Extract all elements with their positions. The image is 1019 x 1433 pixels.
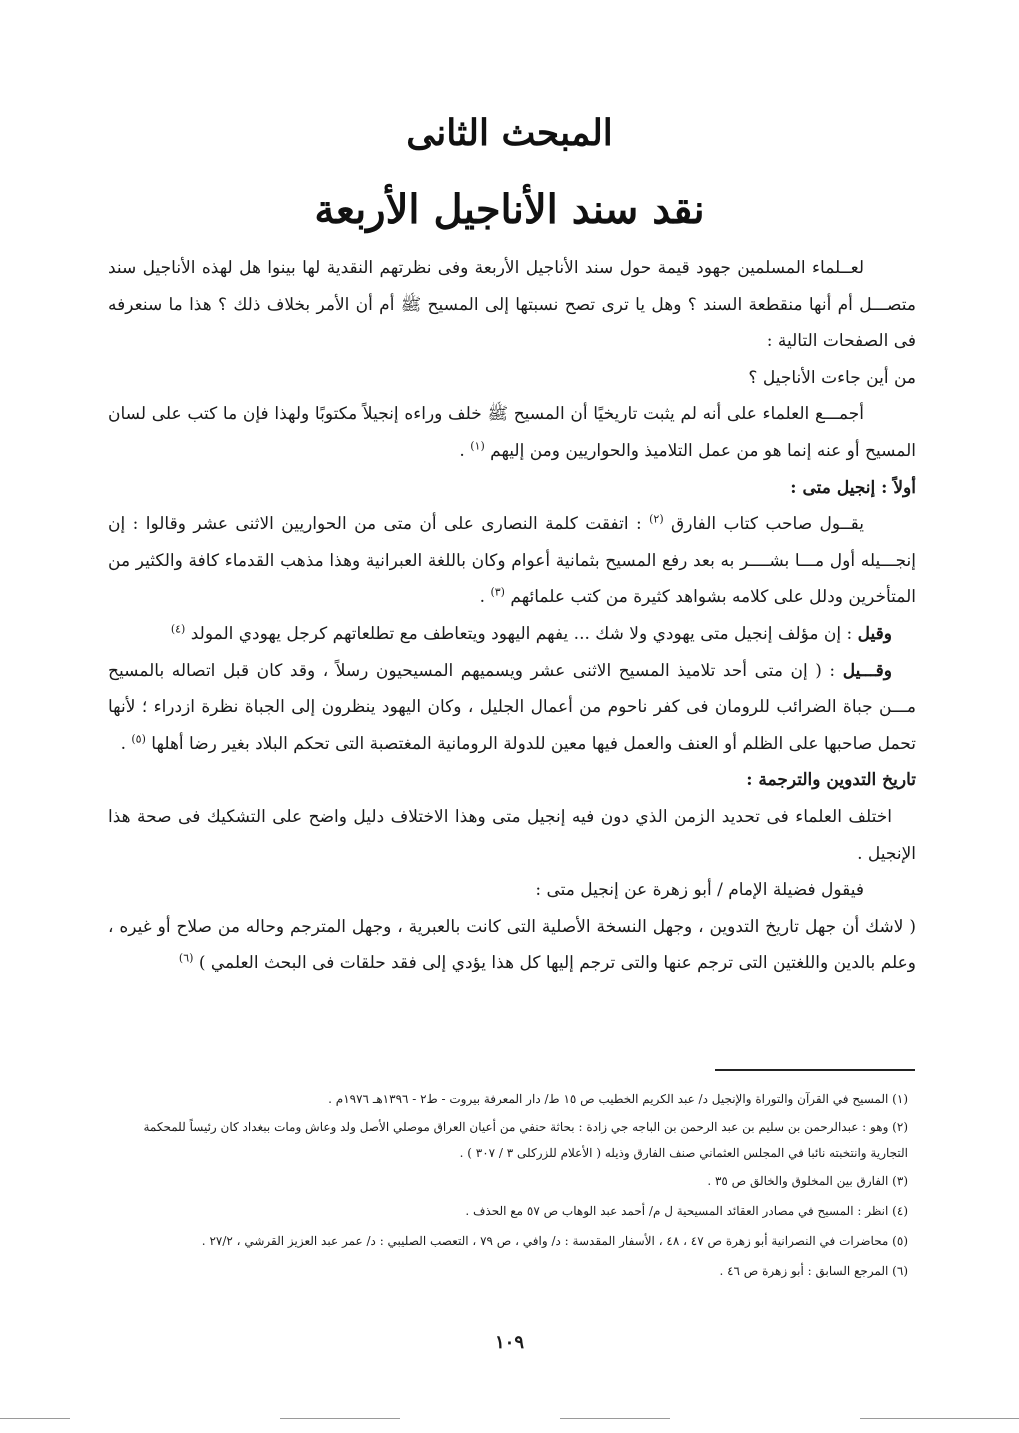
- footnote-ref-1[interactable]: (١): [470, 439, 485, 453]
- period: .: [120, 733, 132, 754]
- qil-label: وقـــيل: [842, 660, 892, 681]
- quote-text: ( لاشك أن جهل تاريخ التدوين ، وجهل النسخة الأصلية التى كانت بالعبرية ، وجهل المترجم وحاله من صلاح أو غيره ، وعلم بالدين واللغتين التى ترجم عنها والتى ترجم إليها كل هذا يؤدي إلى فقد حلقات فى البحث العلمي ): [108, 916, 916, 974]
- abuzahra-paragraph: فيقول فضيلة الإمام / أبو زهرة عن إنجيل متى :: [535, 880, 864, 901]
- footnote-separator: [715, 1069, 915, 1071]
- qil-paragraph-1: [108, 616, 916, 653]
- footnote-ref-2[interactable]: (٢): [649, 512, 664, 526]
- differ-paragraph: اختلف العلماء فى تحديد الزمن الذي دون فيه إنجيل متى وهذا الاختلاف دليل واضح على التشكيك فى صحة هذا الإنجيل .: [108, 806, 916, 864]
- scan-edge-mark: [860, 1418, 1019, 1419]
- quote-paragraph: [108, 909, 916, 982]
- fariq-intro: يقــول صاحب كتاب الفارق: [671, 514, 864, 535]
- footnote-ref-4[interactable]: (٤): [170, 622, 186, 636]
- qil-paragraph-2: [108, 653, 916, 763]
- period: .: [459, 440, 471, 461]
- intro-paragraph: لعــلماء المسلمين جهود قيمة حول سند الأناجيل الأربعة وفى نظرتهم النقدية لها بينوا هل لهذه الأناجيل سند متصـــل أم أنها منقطعة السند ؟ وهل يا ترى تصح نسبتها إلى المسيح ﷺ أم أن الأمر بخلاف ذلك ؟ هذا ما سنعرفه فى الصفحات التالية :: [108, 258, 916, 352]
- scan-edge-mark: [280, 1418, 400, 1419]
- period: .: [479, 587, 491, 608]
- consensus-text: أجمـــع العلماء على أنه لم يثبت تاريخيًا أن المسيح ﷺ خلف وراءه إنجيلاً مكتوبًا ولهذا فإن ما كتب على لسان المسيح أو عنه إنما هو من عمل التلاميذ والحواريين ومن إليهم: [108, 404, 916, 461]
- question-line: من أين جاءت الأناجيل ؟: [748, 367, 916, 388]
- heading-history: تاريخ التدوين والترجمة :: [746, 770, 916, 791]
- section-title: المبحث الثانى: [406, 112, 613, 154]
- footnote-2: (٢) وهو : عبدالرحمن بن سليم بن عبد الرحمن بن الباجه جي زادة : بحاثة حنفي من أعيان العراق موصلي الأصل ولد وعاش ومات ببغداد كان رئيساً للمحكمة التجارية وانتخبته نائبا في المجلس العثماني صنف الفارق وذيله ( الأعلام للزركلى ٣ / ٣٠٧ ) .: [143, 1120, 908, 1160]
- consensus-paragraph: [108, 396, 916, 469]
- qil-text: : ( إن متى أحد تلاميذ المسيح الاثنى عشر ويسميهم المسيحيون رسلاً ، وقد كان قبل اتصاله بالمسيح مـــن جباة الضرائب للرومان فى كفر ناحوم من أعمال الجليل ، وكان اليهود ينظرون إلى الجباة نظرة ازدراء ؛ لأنها تحمل صاحبها على الظلم أو العنف والعمل فيها معين للدولة الرومانية المغتصبة التى تحكم البلاد بغير رضا أهلها: [108, 660, 916, 754]
- footnote-ref-3[interactable]: (٣): [490, 585, 505, 599]
- page-number: ١٠٩: [494, 1332, 524, 1353]
- footnote-5: (٥) محاضرات في النصرانية أبو زهرة ص ٤٧ ، ٤٨ ، الأسفار المقدسة : د/ وافي ، ص ٧٩ ، التعصب الصليبي : د/ عمر عبد العزيز القرشي ، ٢٧/٢ .: [201, 1234, 908, 1248]
- footnote-4: (٤) انظر : المسيح في مصادر العقائد المسيحية ل م/ أحمد عبد الوهاب ص ٥٧ مع الحذف .: [465, 1204, 908, 1218]
- footnote-3: (٣) الفارق بين المخلوق والخالق ص ٣٥ .: [707, 1174, 908, 1188]
- footnote-ref-5[interactable]: (٥): [131, 732, 146, 746]
- heading-first-gospel: أولاً : إنجيل متى :: [790, 477, 916, 498]
- footnote-6: (٦) المرجع السابق : أبو زهرة ص ٤٦ .: [719, 1264, 908, 1278]
- chapter-title: نقد سند الأناجيل الأربعة: [314, 186, 705, 233]
- footnote-ref-6[interactable]: (٦): [178, 951, 194, 965]
- main-text: [108, 250, 916, 982]
- scan-edge-mark: [560, 1418, 670, 1419]
- footnote-1: (١) المسيح في القرآن والتوراة والإنجيل د/ عبد الكريم الخطيب ص ١٥ ط/ دار المعرفة بيروت - ط٢ - ١٣٩٦هـ ١٩٧٦م .: [328, 1092, 908, 1106]
- fariq-text: : اتفقت كلمة النصارى على أن متى من الحواريين الاثنى عشر وقالوا : إن إنجـــيله أول مـــا بشــــر به بعد رفع المسيح بثمانية أعوام وكان باللغة العبرانية وهذا مذهب القدماء كافة والكثير من المتأخرين ودلل على كلامه بشواهد كثيرة من كتب علمائهم: [108, 514, 916, 608]
- footnotes: [108, 1084, 908, 1286]
- qil-text: : إن مؤلف إنجيل متى يهودي ولا شك ... يفهم اليهود ويتعاطف مع تطلعاتهم كرجل يهودي المولد: [190, 623, 853, 644]
- scan-edge-mark: [0, 1418, 70, 1419]
- fariq-paragraph: [108, 506, 916, 616]
- qil-label: وقيل: [857, 623, 892, 644]
